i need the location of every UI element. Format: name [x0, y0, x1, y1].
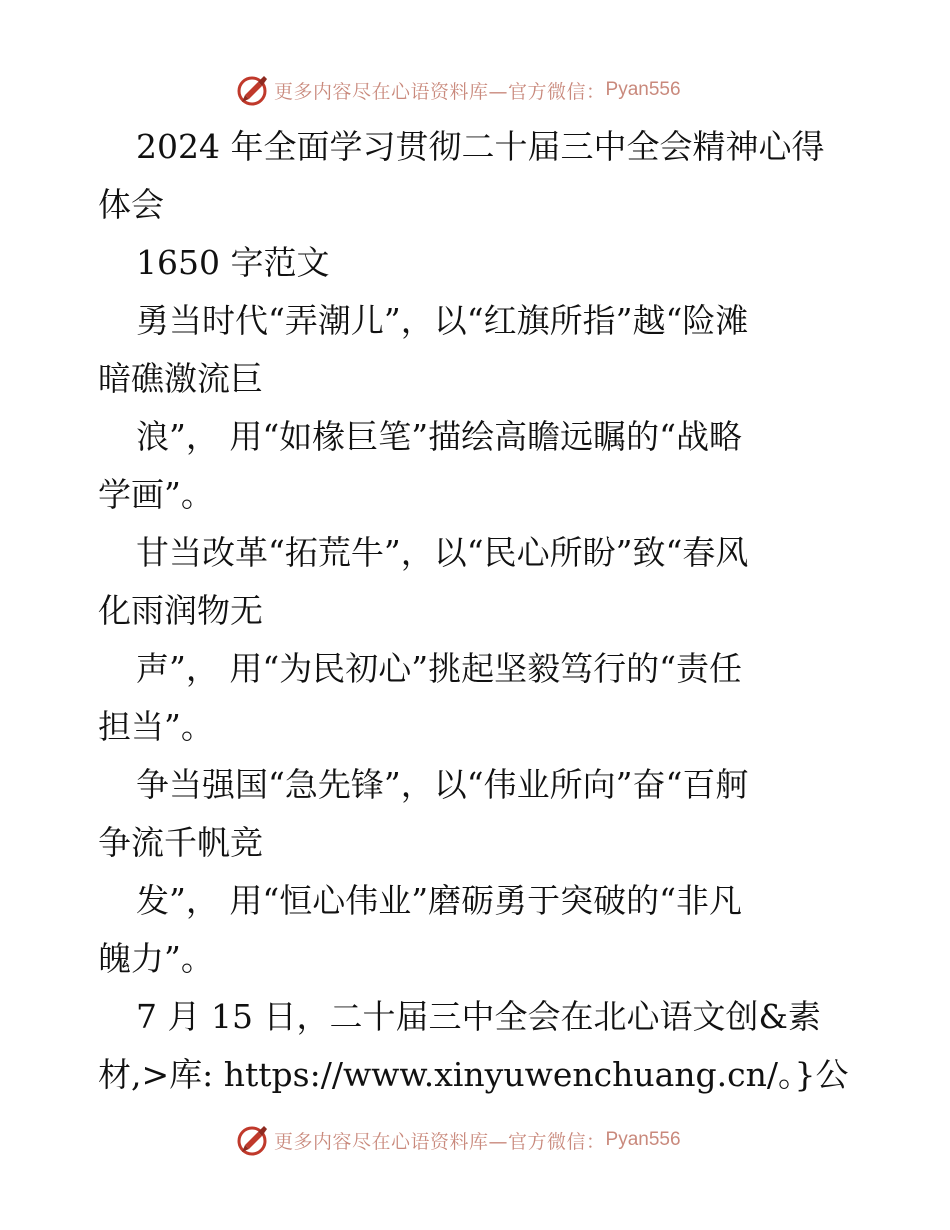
text-line: 浪”， 用“如椽巨笔”描绘高瞻远瞩的“战略	[136, 417, 742, 456]
pen-logo-icon	[236, 1123, 270, 1157]
text-line: 1650 字范文	[136, 243, 330, 282]
text-line: 化雨润物无	[98, 591, 263, 630]
document-body	[98, 118, 858, 1104]
text-line: 材,>库: https://www.xinyuwenchuang.cn/。}公	[98, 1055, 849, 1094]
text-line: 争流千帆竞	[98, 823, 263, 862]
text-line: 争当强国“急先锋”，以“伟业所向”奋“百舸	[136, 765, 749, 804]
text-line: 担当”。	[98, 707, 214, 746]
text-line: 暗礁激流巨	[98, 359, 263, 398]
text-line: 学画”。	[98, 475, 214, 514]
header-watermark	[236, 72, 681, 108]
footer-watermark	[236, 1122, 681, 1158]
text-line: 7 月 15 日，二十届三中全会在北心语文创&素	[136, 997, 821, 1036]
text-line: 体会	[98, 185, 164, 224]
text-line: 勇当时代“弄潮儿”，以“红旗所指”越“险滩	[136, 301, 749, 340]
watermark-handle: Pyan556	[605, 79, 681, 100]
text-line: 声”， 用“为民初心”挑起坚毅笃行的“责任	[136, 649, 742, 688]
text-line: 2024 年全面学习贯彻二十届三中全会精神心得	[136, 127, 825, 166]
text-line: 发”， 用“恒心伟业”磨砺勇于突破的“非凡	[136, 881, 742, 920]
pen-logo-icon	[236, 73, 270, 107]
watermark-text: 更多内容尽在心语资料库—官方微信：	[274, 1130, 606, 1153]
watermark-handle: Pyan556	[605, 1129, 681, 1150]
text-line: 甘当改革“拓荒牛”，以“民心所盼”致“春风	[136, 533, 749, 572]
text-line: 魄力”。	[98, 939, 214, 978]
watermark-text: 更多内容尽在心语资料库—官方微信：	[274, 80, 606, 103]
